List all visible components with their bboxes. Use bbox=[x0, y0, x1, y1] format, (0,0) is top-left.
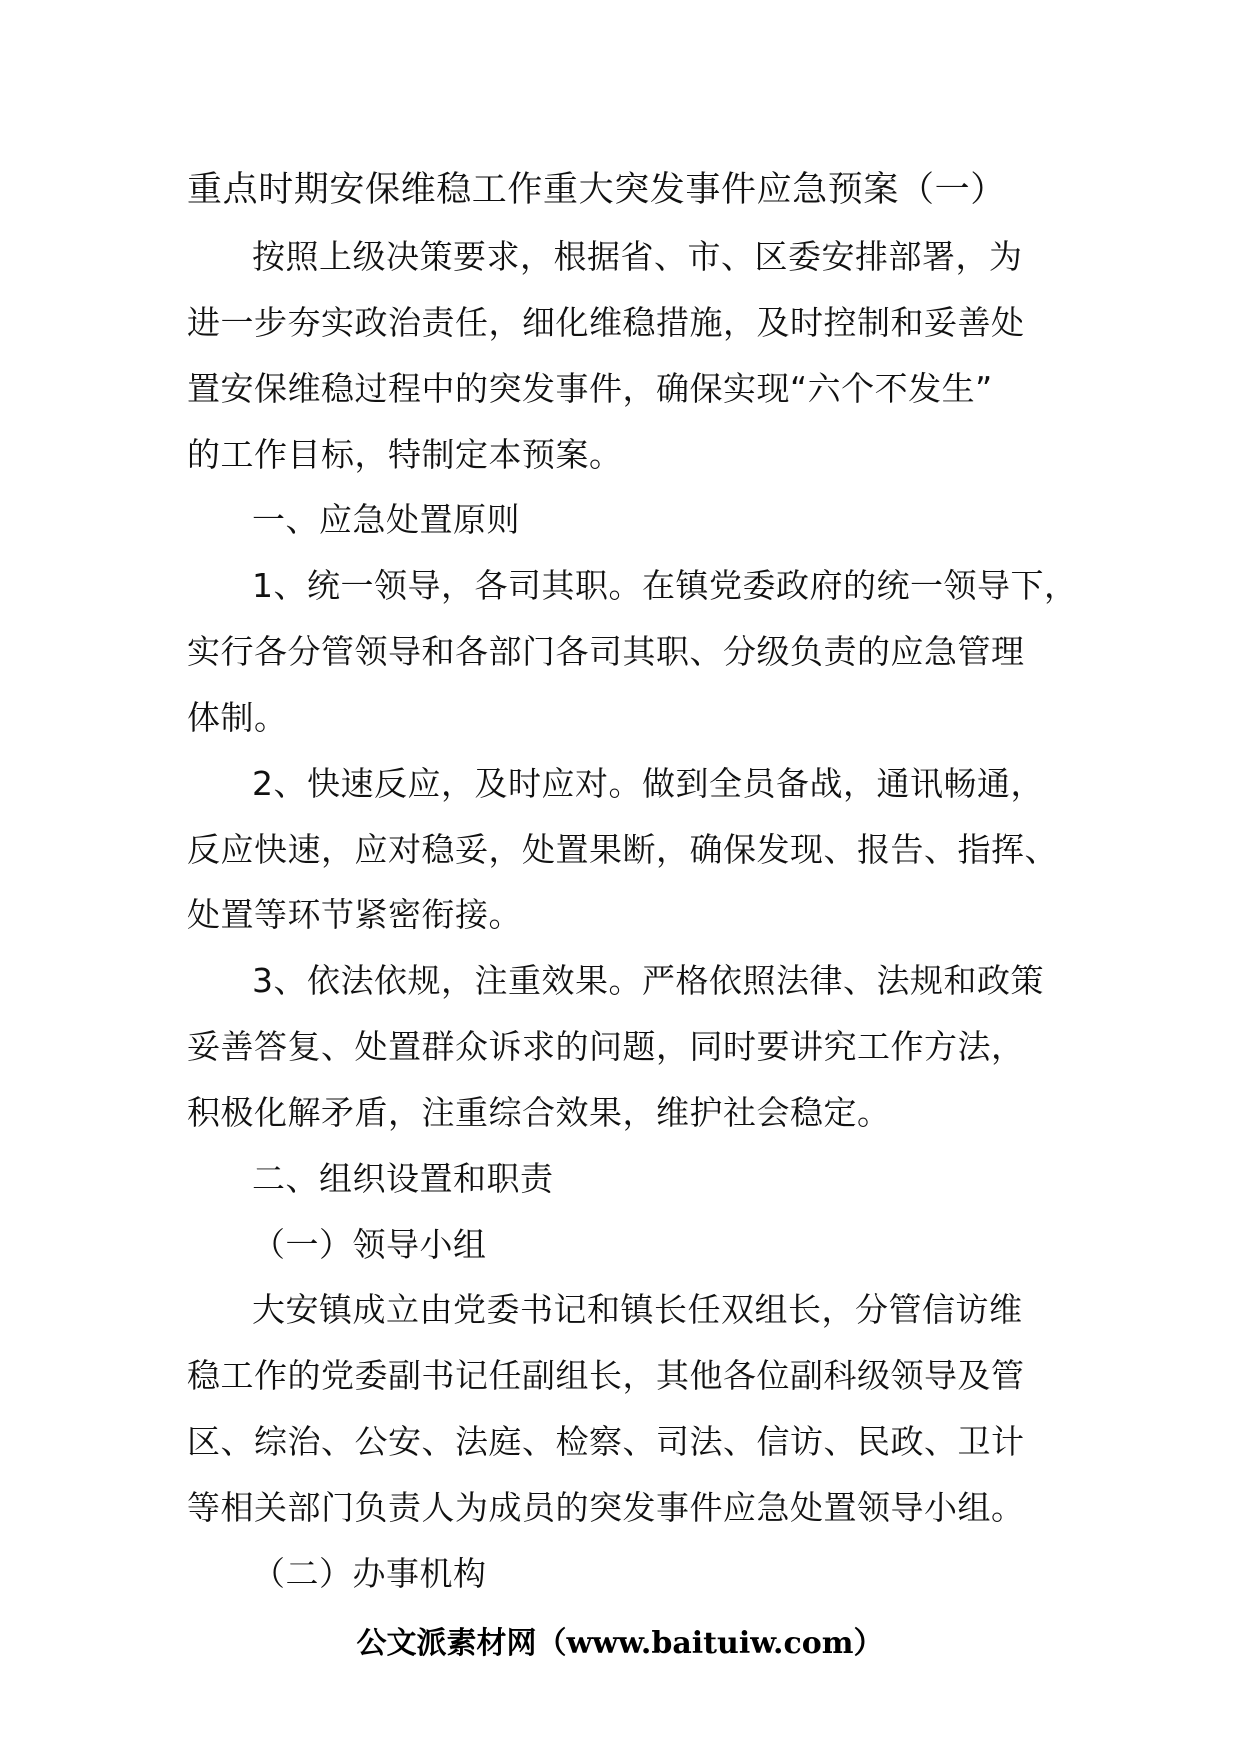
paragraph-line: 3、依法依规，注重效果。严格依照法律、法规和政策 bbox=[252, 961, 1044, 1000]
source-footer: 公文派素材网（www.baituiw.com） bbox=[356, 1626, 884, 1661]
paragraph-line: 的工作目标，特制定本预案。 bbox=[187, 435, 623, 474]
section-heading: 一、应急处置原则 bbox=[252, 500, 520, 539]
paragraph-line: 按照上级决策要求，根据省、市、区委安排部署，为 bbox=[252, 237, 1023, 276]
document-title: 重点时期安保维稳工作重大突发事件应急预案（一） bbox=[187, 170, 1006, 210]
paragraph-line: 置安保维稳过程中的突发事件，确保实现“六个不发生” bbox=[187, 369, 993, 408]
paragraph-line: 处置等环节紧密衔接。 bbox=[187, 895, 522, 934]
paragraph-line: 进一步夯实政治责任，细化维稳措施，及时控制和妥善处 bbox=[187, 303, 1025, 342]
paragraph-line: 2、快速反应，及时应对。做到全员备战，通讯畅通， bbox=[252, 764, 1044, 803]
paragraph-line: 稳工作的党委副书记任副组长，其他各位副科级领导及管 bbox=[187, 1356, 1025, 1395]
paragraph-line: 妥善答复、处置群众诉求的问题，同时要讲究工作方法， bbox=[187, 1027, 1025, 1066]
paragraph-line: 等相关部门负责人为成员的突发事件应急处置领导小组。 bbox=[187, 1488, 1025, 1527]
paragraph-line: 体制。 bbox=[187, 698, 288, 737]
paragraph-line: 反应快速，应对稳妥，处置果断，确保发现、报告、指挥、 bbox=[187, 830, 1058, 869]
section-heading: 二、组织设置和职责 bbox=[252, 1159, 554, 1198]
subsection-heading: （二）办事机构 bbox=[252, 1554, 487, 1593]
paragraph-line: 1、统一领导，各司其职。在镇党委政府的统一领导下， bbox=[252, 566, 1078, 605]
paragraph-line: 积极化解矛盾，注重综合效果，维护社会稳定。 bbox=[187, 1093, 891, 1132]
paragraph-line: 大安镇成立由党委书记和镇长任双组长，分管信访维 bbox=[252, 1290, 1023, 1329]
subsection-heading: （一）领导小组 bbox=[252, 1225, 487, 1264]
paragraph-line: 实行各分管领导和各部门各司其职、分级负责的应急管理 bbox=[187, 632, 1025, 671]
paragraph-line: 区、综治、公安、法庭、检察、司法、信访、民政、卫计 bbox=[187, 1422, 1025, 1461]
